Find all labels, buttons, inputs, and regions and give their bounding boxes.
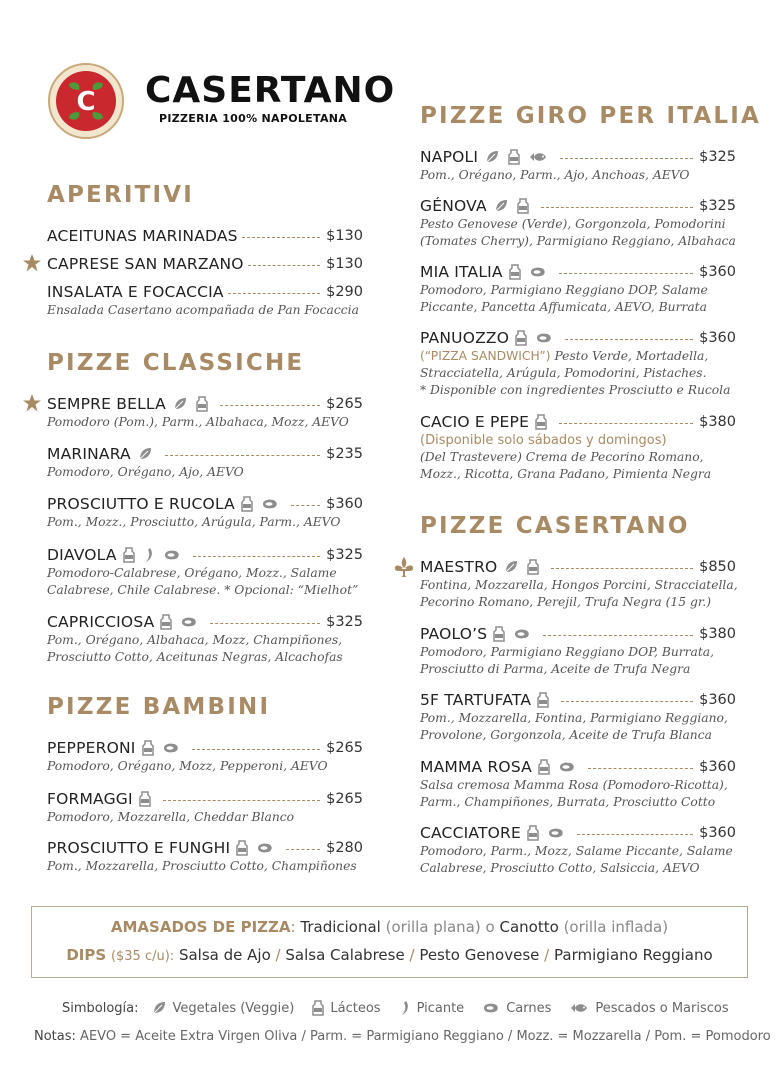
menu-item <box>47 494 363 531</box>
item-price: $360 <box>326 496 363 512</box>
legend-dairy: Lácteos <box>330 1000 381 1016</box>
orilla-plana-label: (orilla plana) <box>385 918 481 936</box>
dip-item: Salsa de Ajo <box>178 946 271 964</box>
dip-item: Pesto Genovese <box>419 946 540 964</box>
legend-fish: Pescados o Mariscos <box>595 1000 729 1016</box>
menu-item <box>420 757 736 811</box>
item-name: PEPPERONI <box>47 739 136 757</box>
section-title-bambini: PIZZE BAMBINI <box>47 694 271 720</box>
legend-title: Simbología: <box>62 1000 139 1016</box>
item-name: FORMAGGI <box>47 790 133 808</box>
item-name: MAESTRO <box>420 558 498 576</box>
item-price: $360 <box>699 692 736 708</box>
item-description <box>420 348 736 365</box>
item-description: Provolone, Gorgonzola, Aceite de Trufa Blanca <box>420 728 712 742</box>
item-name: CACIO E PEPE <box>420 413 530 431</box>
item-price: $325 <box>326 547 363 563</box>
separator: / <box>409 946 415 964</box>
menu-item <box>47 282 363 319</box>
notes <box>34 1029 771 1044</box>
dairy-icon <box>160 614 172 630</box>
menu-item <box>47 838 363 875</box>
legend-spicy: Picante <box>416 1000 465 1016</box>
menu-item <box>47 738 363 775</box>
meat-icon <box>547 827 565 839</box>
separator: / <box>275 946 281 964</box>
dairy-icon <box>142 740 154 756</box>
brand <box>145 70 395 125</box>
item-price: $380 <box>699 626 736 642</box>
item-description: Prosciutto Cotto, Aceitunas Negras, Alcachofas <box>47 650 343 664</box>
item-name: CACCIATORE <box>420 824 522 842</box>
item-name: MARINARA <box>47 445 131 463</box>
dairy-icon <box>139 791 151 807</box>
section-title-aperitivi: APERITIVI <box>47 182 195 208</box>
item-description-text: Pesto Verde, Mortadella, <box>550 349 709 363</box>
meat-icon <box>482 1002 500 1014</box>
dairy-icon <box>515 330 527 346</box>
meat-icon <box>513 628 531 640</box>
info-box <box>31 906 748 978</box>
star-icon <box>22 393 42 413</box>
dairy-icon <box>196 396 208 412</box>
item-price: $265 <box>326 740 363 756</box>
leaf-icon <box>172 396 188 412</box>
item-price: $280 <box>326 840 363 856</box>
item-tag: (Disponible solo sábados y domingos) <box>420 433 667 448</box>
dairy-icon <box>517 198 529 214</box>
dairy-icon <box>527 825 539 841</box>
pepper-icon <box>143 547 155 563</box>
canotto-label: Canotto <box>499 918 559 936</box>
legend-veg: Vegetales (Veggie) <box>172 1000 295 1016</box>
item-price: $290 <box>326 284 363 300</box>
separator: / <box>544 946 550 964</box>
dairy-icon <box>236 840 248 856</box>
colon: : <box>290 918 296 936</box>
menu-item <box>420 557 736 611</box>
item-description: * Disponible con ingredientes Prosciutto e Rucola <box>420 383 731 397</box>
leaf-icon <box>503 559 519 575</box>
item-price: $130 <box>326 256 363 272</box>
amasados-label: AMASADOS DE PIZZA <box>110 918 291 936</box>
item-description: Pomodoro-Calabrese, Orégano, Mozz., Salame <box>47 566 337 580</box>
item-name: CAPRICCIOSA <box>47 613 155 631</box>
fleur-de-lis-icon <box>392 555 416 579</box>
item-description: Stracciatella, Arúgula, Pomodorini, Pistaches. <box>420 366 707 380</box>
meat-icon <box>529 266 547 278</box>
dairy-icon <box>493 626 505 642</box>
item-name: ACEITUNAS MARINADAS <box>47 227 238 245</box>
brand-subtitle: PIZZERIA 100% NAPOLETANA <box>159 112 348 125</box>
item-description: Pomodoro, Parmigiano Reggiano DOP, Salame <box>420 283 708 297</box>
item-name: INSALATA E FOCACCIA <box>47 283 224 301</box>
item-description: Ensalada Casertano acompañada de Pan Focaccia <box>47 303 359 317</box>
item-price: $265 <box>326 396 363 412</box>
leaf-icon <box>137 446 153 462</box>
item-name: PROSCIUTTO E FUNGHI <box>47 839 231 857</box>
menu-item <box>47 789 363 826</box>
dips-price: ($35 c/u): <box>110 949 175 964</box>
leaf-icon <box>493 198 509 214</box>
dairy-icon <box>538 759 550 775</box>
dairy-icon <box>527 559 539 575</box>
item-description: Mozz., Ricotta, Grana Padano, Pimienta Negra <box>420 467 712 481</box>
item-price: $325 <box>699 149 736 165</box>
item-price: $850 <box>699 559 736 575</box>
brand-name: CASERTANO <box>145 70 396 111</box>
pepper-icon <box>399 1000 411 1016</box>
item-description: Pesto Genovese (Verde), Gorgonzola, Pomodorini <box>420 217 726 231</box>
menu-item <box>47 612 363 666</box>
item-description: Piccante, Pancetta Affumicata, AEVO, Burrata <box>420 300 707 314</box>
item-name: MIA ITALIA <box>420 263 503 281</box>
item-name: GÉNOVA <box>420 197 487 215</box>
item-description: Pecorino Romano, Perejil, Trufa Negra (15 gr.) <box>420 595 712 609</box>
dairy-icon <box>123 547 135 563</box>
item-description: Prosciutto di Parma, Aceite de Trufa Negra <box>420 662 691 676</box>
legend <box>62 1000 735 1016</box>
item-name: PANUOZZO <box>420 329 510 347</box>
orilla-inflada-label: (orilla inflada) <box>563 918 669 936</box>
meat-icon <box>261 498 279 510</box>
item-name: PAOLO’S <box>420 625 488 643</box>
or-label: o <box>485 918 495 936</box>
menu-item <box>420 262 736 316</box>
menu-item <box>420 624 736 678</box>
item-price: $325 <box>326 614 363 630</box>
dairy-icon <box>508 149 520 165</box>
item-description: Pomodoro, Orégano, Ajo, AEVO <box>47 465 244 479</box>
section-title-casertano: PIZZE CASERTANO <box>420 513 690 539</box>
menu-item <box>420 328 736 399</box>
notes-label: Notas: <box>34 1029 76 1044</box>
amasados-line <box>32 918 747 936</box>
fish-icon <box>569 1002 589 1014</box>
item-price: $265 <box>326 791 363 807</box>
item-price: $360 <box>699 264 736 280</box>
notes-text: AEVO = Aceite Extra Virgen Oliva / Parm. = Parmigiano Reggiano / Mozz. = Mozzarella / Pom. = Pomodoro <box>80 1029 771 1044</box>
item-price: $360 <box>699 759 736 775</box>
dairy-icon <box>241 496 253 512</box>
leaf-icon <box>151 1000 167 1016</box>
star-icon <box>22 253 42 273</box>
meat-icon <box>256 842 274 854</box>
meat-icon <box>162 742 180 754</box>
item-description: Pomodoro, Orégano, Mozz, Pepperoni, AEVO <box>47 759 328 773</box>
item-description: Fontina, Mozzarella, Hongos Porcini, Stracciatella, <box>420 578 738 592</box>
meat-icon <box>558 761 576 773</box>
item-description: Calabrese, Prosciutto Cotto, Salsiccia, AEVO <box>420 861 700 875</box>
item-description: Pom., Mozzarella, Fontina, Parmigiano Reggiano, <box>420 711 728 725</box>
dips-label: DIPS <box>66 946 107 964</box>
item-description: Pom., Orégano, Albahaca, Mozz, Champiñones, <box>47 633 343 647</box>
menu-item <box>420 690 736 744</box>
item-price: $130 <box>326 228 363 244</box>
menu-item <box>47 545 363 599</box>
item-description: Pomodoro, Mozzarella, Cheddar Blanco <box>47 810 295 824</box>
leaf-icon <box>484 149 500 165</box>
meat-icon <box>535 332 553 344</box>
dairy-icon <box>537 692 549 708</box>
item-name: 5F TARTUFATA <box>420 691 532 709</box>
menu-item <box>420 196 736 250</box>
item-price: $360 <box>699 330 736 346</box>
item-description: Pomodoro, Parm., Mozz, Salame Piccante, Salame <box>420 844 733 858</box>
item-price: $325 <box>699 198 736 214</box>
item-name: MAMMA ROSA <box>420 758 532 776</box>
menu-item <box>47 254 363 274</box>
item-price: $360 <box>699 825 736 841</box>
item-name: SEMPRE BELLA <box>47 395 166 413</box>
item-description: Calabrese, Chile Calabrese. * Opcional: “Mielhot” <box>47 583 359 597</box>
menu-item <box>420 412 736 483</box>
item-description: Parm., Champiñones, Burrata, Prosciutto Cotto <box>420 795 716 809</box>
fish-icon <box>528 151 548 163</box>
item-description: Pomodoro, Parmigiano Reggiano DOP, Burrata, <box>420 645 715 659</box>
meat-icon <box>180 616 198 628</box>
section-title-classiche: PIZZE CLASSICHE <box>47 350 305 376</box>
dairy-icon <box>509 264 521 280</box>
tradicional-label: Tradicional <box>300 918 381 936</box>
logo-letter: C <box>76 87 96 117</box>
item-description: (Tomates Cherry), Parmigiano Reggiano, Albahaca <box>420 234 736 248</box>
dips-line <box>32 946 747 964</box>
menu-item <box>420 147 736 184</box>
item-name: CAPRESE SAN MARZANO <box>47 255 244 273</box>
dairy-icon <box>535 414 547 430</box>
menu-item <box>47 444 363 481</box>
logo-icon <box>47 62 125 140</box>
item-description: Pom., Orégano, Parm., Ajo, Anchoas, AEVO <box>420 168 690 182</box>
item-description: Salsa cremosa Mamma Rosa (Pomodoro-Ricotta), <box>420 778 728 792</box>
item-tag: (“PIZZA SANDWICH”) <box>420 349 551 363</box>
dip-item: Salsa Calabrese <box>285 946 405 964</box>
item-name: DIAVOLA <box>47 546 117 564</box>
item-name: PROSCIUTTO E RUCOLA <box>47 495 235 513</box>
item-price: $235 <box>326 446 363 462</box>
dip-item: Parmigiano Reggiano <box>554 946 713 964</box>
item-description: Pom., Mozz., Prosciutto, Arúgula, Parm., AEVO <box>47 515 341 529</box>
menu-item <box>47 226 363 246</box>
meat-icon <box>163 549 181 561</box>
dairy-icon <box>312 1000 324 1016</box>
item-price: $380 <box>699 414 736 430</box>
legend-meat: Carnes <box>506 1000 552 1016</box>
item-description: Pomodoro (Pom.), Parm., Albahaca, Mozz, AEVO <box>47 415 349 429</box>
menu-item <box>47 394 363 431</box>
item-description: (Del Trastevere) Crema de Pecorino Romano, <box>420 450 704 464</box>
item-name: NAPOLI <box>420 148 479 166</box>
section-title-giro: PIZZE GIRO PER ITALIA <box>420 103 761 129</box>
item-description: Pom., Mozzarella, Prosciutto Cotto, Champiñones <box>47 859 357 873</box>
menu-item <box>420 823 736 877</box>
